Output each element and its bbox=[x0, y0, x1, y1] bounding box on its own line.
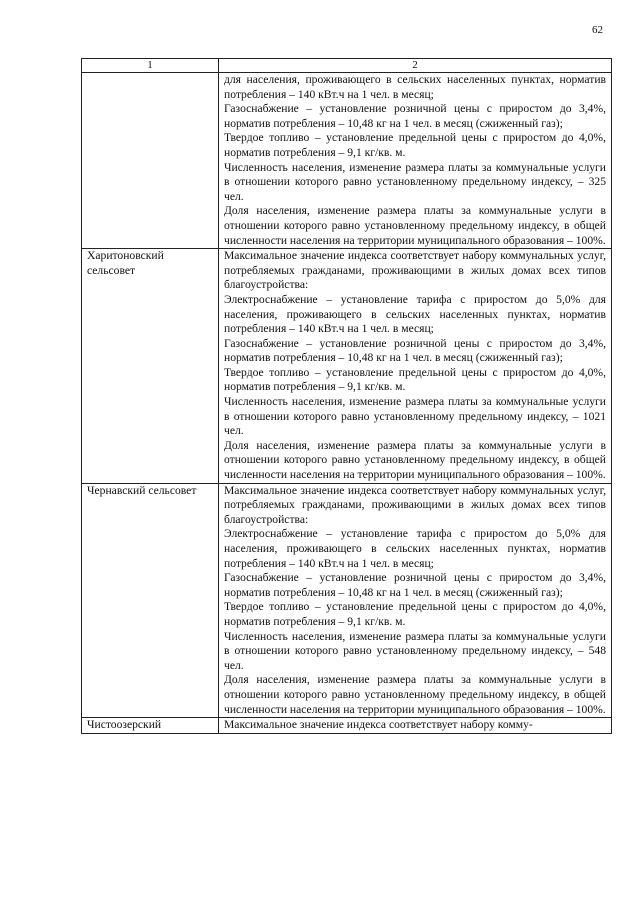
description-cell bbox=[219, 718, 612, 734]
paragraph: Газоснабжение – установление розничной цены с приростом до 3,4%, норматив потребления – 10,48 кг на 1 чел. в месяц (сжиженный газ); bbox=[224, 102, 606, 130]
table-row-chistoozersky bbox=[82, 718, 612, 734]
column-header-2: 2 bbox=[219, 59, 612, 73]
paragraph: для населения, проживающего в сельских населенных пунктах, норматив потребления – 140 кВт.ч на 1 чел. в месяц; bbox=[224, 73, 606, 101]
table-row-kharitonovsky bbox=[82, 249, 612, 484]
paragraph: Максимальное значение индекса соответствует набору комму- bbox=[224, 718, 533, 732]
municipality-cell-empty bbox=[82, 73, 219, 249]
municipality-name: Чистоозерский bbox=[82, 718, 219, 734]
paragraph: Твердое топливо – установление предельной цены с приростом до 4,0%, норматив потребления – 9,1 кг/кв. м. bbox=[224, 131, 606, 159]
paragraph: Максимальное значение индекса соответствует набору коммунальных услуг, потребляемых гражданами, проживающими в жилых домах всех типов благоустройства: bbox=[224, 483, 606, 526]
paragraph: Численность населения, изменение размера платы за коммунальные услуги в отношении которого равно установленному предельному индексу, – 548 чел. bbox=[224, 629, 606, 672]
table-row-chernavsky bbox=[82, 483, 612, 718]
paragraph: Твердое топливо – установление предельной цены с приростом до 4,0%, норматив потребления – 9,1 кг/кв. м. bbox=[224, 600, 606, 628]
paragraph: Электроснабжение – установление тарифа с приростом до 5,0% для населения, проживающего в сельских населенных пунктах, норматив потребления – 140 кВт.ч на 1 чел. в месяц; bbox=[224, 527, 606, 570]
paragraph: Газоснабжение – установление розничной цены с приростом до 3,4%, норматив потребления – 10,48 кг на 1 чел. в месяц (сжиженный газ); bbox=[224, 336, 606, 365]
table-header-row bbox=[82, 59, 612, 73]
paragraph: Доля населения, изменение размера платы за коммунальные услуги в отношении которого равно установленному предельному индексу, в общей численности населения на территории муниципального образования – 100%. bbox=[224, 204, 606, 247]
paragraph: Численность населения, изменение размера платы за коммунальные услуги в отношении которого равно установленному предельному индексу, – 325 чел. bbox=[224, 160, 606, 203]
table-row-continuation bbox=[82, 73, 612, 249]
paragraph: Доля населения, изменение размера платы за коммунальные услуги в отношении которого равно установленному предельному индексу, в общей численности населения на территории муниципального образования – 100%. bbox=[224, 673, 606, 716]
paragraph: Доля населения, изменение размера платы за коммунальные услуги в отношении которого равно установленному предельному индексу, в общей численности населения на территории муниципального образования – 100%. bbox=[224, 438, 606, 482]
tariff-table bbox=[81, 58, 612, 734]
paragraph: Максимальное значение индекса соответствует набору коммунальных услуг, потребляемых гражданами, проживающими в жилых домах всех типов благоустройства: bbox=[224, 249, 606, 292]
paragraph: Численность населения, изменение размера платы за коммунальные услуги в отношении которого равно установленному предельному индексу, – 1021 чел. bbox=[224, 395, 606, 438]
paragraph: Твердое топливо – установление предельной цены с приростом до 4,0%, норматив потребления – 9,1 кг/кв. м. bbox=[224, 365, 606, 394]
paragraph: Газоснабжение – установление розничной цены с приростом до 3,4%, норматив потребления – 10,48 кг на 1 чел. в месяц (сжиженный газ); bbox=[224, 571, 606, 599]
description-cell bbox=[219, 483, 612, 718]
municipality-name: Чернавский сельсовет bbox=[82, 483, 219, 718]
description-cell bbox=[219, 73, 612, 249]
paragraph: Электроснабжение – установление тарифа с приростом до 5,0% для населения, проживающего в сельских населенных пунктах, норматив потребления – 140 кВт.ч на 1 чел. в месяц; bbox=[224, 292, 606, 336]
column-header-1: 1 bbox=[82, 59, 219, 73]
municipality-name: Харитоновский сельсовет bbox=[82, 249, 219, 484]
page-number: 62 bbox=[592, 24, 603, 36]
description-cell bbox=[219, 249, 612, 484]
